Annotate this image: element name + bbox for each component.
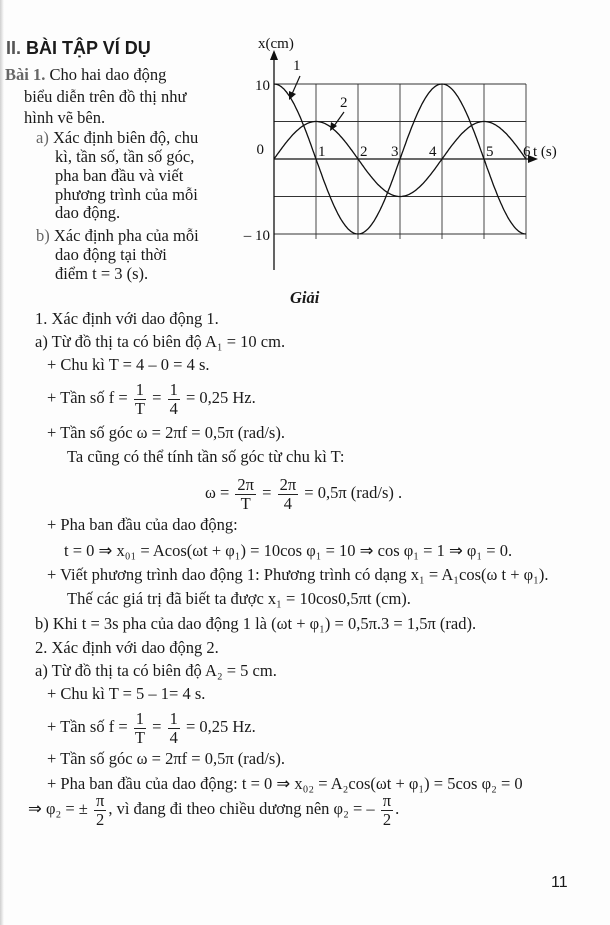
fraction xyxy=(134,381,146,418)
frequency-formula xyxy=(47,378,256,418)
solution-step: + Tần số góc ω = 2πf = 0,5π (rad/s). xyxy=(47,749,285,768)
t-tick-label: 1 xyxy=(318,144,326,160)
text-line: Xác định biên độ, chu xyxy=(52,128,199,147)
solution-step: + Viết phương trình dao động 1: Phương trình có dạng x₁ = A₁cos(ω t + φ₁). xyxy=(47,565,549,584)
frequency-formula-2 xyxy=(47,707,256,747)
formula-text: = 0,25 Hz. xyxy=(185,388,256,407)
y-tick-label: 10 xyxy=(255,78,270,94)
problem-label: Bài 1. xyxy=(5,65,46,84)
y-tick-label: – 10 xyxy=(243,228,270,244)
numerator: 2π xyxy=(279,474,297,494)
text-line: Xác định pha của mỗi xyxy=(53,226,199,245)
formula-text: + Tần số f = xyxy=(47,717,128,736)
numerator: π xyxy=(382,790,392,810)
t-axis-label: t (s) xyxy=(533,144,557,160)
denominator: 4 xyxy=(169,398,178,418)
fraction xyxy=(381,792,393,829)
t-tick-label: 5 xyxy=(486,144,494,160)
solution-step: + Pha ban đầu của dao động: xyxy=(47,515,238,534)
phase-formula xyxy=(28,789,399,829)
text-line: hình vẽ bên. xyxy=(24,108,106,127)
denominator: T xyxy=(240,493,251,513)
t-tick-label: 2 xyxy=(360,144,368,160)
question-b xyxy=(36,226,199,246)
denominator: T xyxy=(134,398,145,418)
fraction xyxy=(278,476,299,513)
formula-text: , vì đang đi theo chiều dương nên φ₂ = – xyxy=(108,799,375,818)
curve-1-label: 1 xyxy=(293,58,301,74)
solution-step: + Tần số góc ω = 2πf = 0,5π (rad/s). xyxy=(47,423,285,442)
denominator: 2 xyxy=(96,809,105,829)
solution-step: + Chu kì T = 4 – 0 = 4 s. xyxy=(47,355,210,374)
solution-step: 2. Xác định với dao động 2. xyxy=(35,638,219,657)
text-line: biểu diễn trên đồ thị như xyxy=(24,87,187,106)
page-edge-shadow xyxy=(0,0,4,925)
numerator: 1 xyxy=(135,379,145,399)
numerator: 2π xyxy=(237,474,255,494)
formula-text: = xyxy=(262,483,272,502)
problem-intro xyxy=(5,65,166,85)
t-tick-label: 3 xyxy=(391,144,399,160)
solution-step: a) Từ đồ thị ta có biên độ A₁ = 10 cm. xyxy=(35,332,286,351)
y-axis-label: x(cm) xyxy=(258,36,294,52)
solution-step: + Chu kì T = 5 – 1= 4 s. xyxy=(47,684,206,703)
fraction xyxy=(168,710,180,747)
formula-text: ⇒ φ₂ = ± xyxy=(28,799,88,818)
solution-step: 1. Xác định với dao động 1. xyxy=(35,309,219,328)
question-label: a) xyxy=(36,128,49,147)
fraction xyxy=(168,381,180,418)
text-line: kì, tần số, tần số góc, xyxy=(55,147,195,166)
text-line: dao động tại thời xyxy=(55,245,167,264)
numerator: π xyxy=(95,790,105,810)
denominator: 4 xyxy=(283,493,292,513)
formula-text: ω = xyxy=(205,483,230,502)
fraction xyxy=(134,710,146,747)
formula-text: = 0,5π (rad/s) . xyxy=(304,483,403,502)
curve-2-label: 2 xyxy=(340,95,348,111)
text-line: phương trình của mỗi xyxy=(55,185,198,204)
t-tick-label: 6 xyxy=(523,144,531,160)
solution-step: t = 0 ⇒ x₀₁ = Acos(ωt + φ₁) = 10cos φ₁ = 10 ⇒ cos φ₁ = 1 ⇒ φ₁ = 0. xyxy=(64,541,513,560)
solution-step: Thế các giá trị đã biết ta được x₁ = 10cos0,5πt (cm). xyxy=(67,589,411,608)
page-number: 11 xyxy=(551,874,568,891)
numerator: 1 xyxy=(169,379,178,399)
curve-2-pointer xyxy=(334,112,344,126)
denominator: T xyxy=(134,727,145,747)
formula-text: = 0,25 Hz. xyxy=(185,717,256,736)
fraction xyxy=(235,476,256,513)
formula-text: = xyxy=(152,717,162,736)
y-tick-label: 0 xyxy=(256,142,264,158)
solution-step: a) Từ đồ thị ta có biên độ A₂ = 5 cm. xyxy=(35,661,277,680)
numerator: 1 xyxy=(169,708,178,728)
t-tick-label: 4 xyxy=(429,144,437,160)
text-line: dao động. xyxy=(55,203,121,222)
omega-formula xyxy=(205,473,402,513)
formula-text: = xyxy=(152,388,162,407)
text-line: pha ban đầu và viết xyxy=(55,166,184,185)
denominator: 4 xyxy=(169,727,178,747)
fraction xyxy=(94,792,106,829)
formula-text: + Tần số f = xyxy=(47,388,128,407)
curve-1-pointer xyxy=(292,76,300,94)
solution-step: Ta cũng có thể tính tần số góc từ chu kì T: xyxy=(67,447,345,466)
heading-number: II. xyxy=(6,38,22,58)
text-line: Cho hai dao động xyxy=(49,65,167,84)
solution-step: + Pha ban đầu của dao động: t = 0 ⇒ x₀₂ = A₂cos(ωt + φ₁) = 5cos φ₂ = 0 xyxy=(47,774,523,793)
oscillation-graph xyxy=(230,30,600,280)
solution-step: b) Khi t = 3s pha của dao động 1 là (ωt + φ₁) = 0,5π.3 = 1,5π (rad). xyxy=(35,614,477,633)
solution-title: Giải xyxy=(290,288,320,307)
section-heading xyxy=(6,38,151,58)
formula-text: . xyxy=(395,799,400,818)
question-a xyxy=(36,128,198,148)
graph-grid xyxy=(274,84,526,239)
heading-title: BÀI TẬP VÍ DỤ xyxy=(26,38,151,58)
denominator: 2 xyxy=(382,809,392,829)
question-label: b) xyxy=(36,226,50,245)
numerator: 1 xyxy=(135,708,145,728)
text-line: điểm t = 3 (s). xyxy=(55,264,149,283)
